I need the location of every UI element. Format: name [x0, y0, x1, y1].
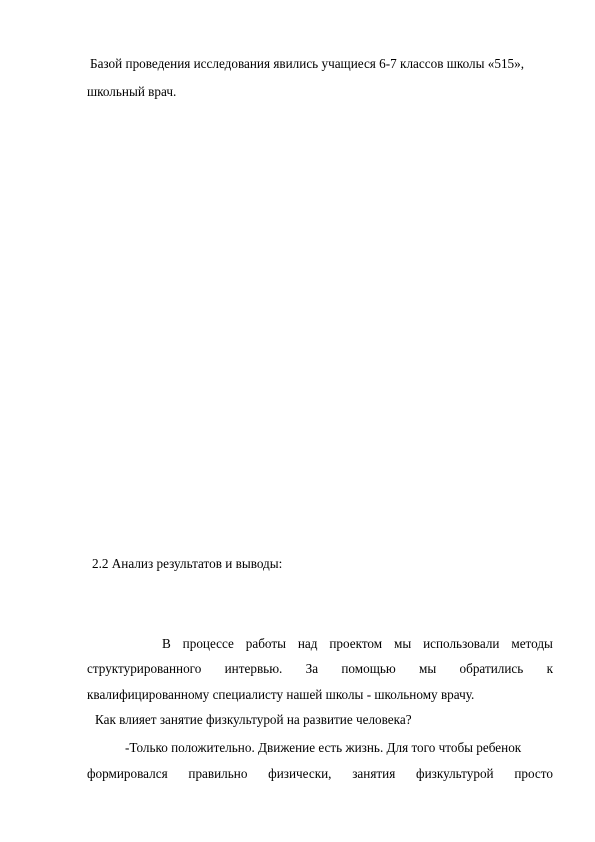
answer-line-2	[87, 766, 553, 782]
intro-line-2: школьный врач.	[87, 84, 177, 99]
word: использовали	[423, 636, 500, 651]
word: работы	[245, 636, 286, 651]
word: к	[546, 661, 553, 676]
paragraph-line-1	[162, 636, 553, 652]
word: физкультурой	[416, 766, 494, 781]
word: процессе	[182, 636, 234, 651]
word: над	[297, 636, 318, 651]
answer-line-1: -Только положительно. Движение есть жизнь. Для того чтобы ребенок	[125, 740, 522, 755]
word: проектом	[329, 636, 383, 651]
word: интервью.	[224, 661, 283, 676]
paragraph-line-2	[87, 661, 553, 677]
question-line: Как влияет занятие физкультурой на развитие человека?	[95, 712, 412, 727]
word: правильно	[188, 766, 248, 781]
word: мы	[394, 636, 412, 651]
word: В	[162, 636, 171, 651]
word: формировался	[87, 766, 168, 781]
word: структурированного	[87, 661, 202, 676]
word: мы	[419, 661, 437, 676]
word: помощью	[341, 661, 396, 676]
section-heading: 2.2 Анализ результатов и выводы:	[92, 556, 283, 571]
intro-line-1: Базой проведения исследования явились учащиеся 6-7 классов школы «515»,	[90, 56, 525, 71]
word: просто	[514, 766, 553, 781]
word: методы	[511, 636, 553, 651]
word: За	[305, 661, 319, 676]
word: обратились	[459, 661, 524, 676]
word: физически,	[268, 766, 332, 781]
word: занятия	[352, 766, 396, 781]
paragraph-line-3: квалифицированному специалисту нашей школы - школьному врачу.	[87, 687, 475, 702]
